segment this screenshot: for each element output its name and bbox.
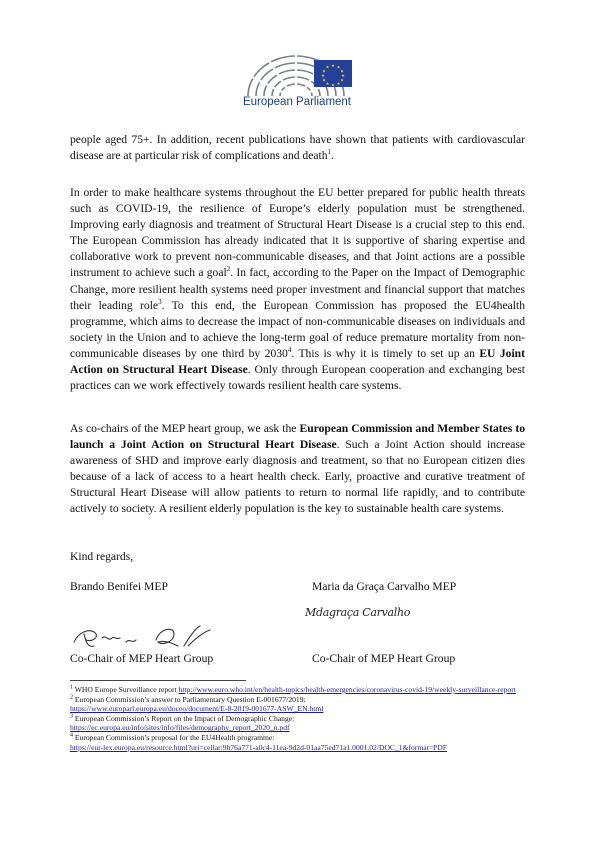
footnote-ref-3: 3 bbox=[158, 297, 162, 306]
footnote-ref-4: 4 bbox=[287, 346, 292, 355]
footnote-2: $^2$ European Commission’s answer to Parliamentary Question E-001677/2019: https://www.europarl.europa.eu/doceo/document/E-8-2019-001677-ASW_EN.html bbox=[70, 694, 324, 714]
signatory-left-role: Co-Chair of MEP Heart Group bbox=[70, 652, 214, 665]
paragraph-2: In order to make healthcare systems throughout the EU better prepared for public health threats such as COVID-19, the resilience of Europe’s elderly population must be strengthened. Improving early diagnosis and treatment of Structural Heart Disease is a crucial step to this end. The European Commission has already indicated that it is supportive of sharing expertise and collaborative work to prevent non-communicable diseases, and that Joint actions are a possible instrument to achieve such a goal$^2$. In fact, according to the Paper on the Impact of Demographic Change, more resilient health systems need proper investment and financial support that matches their leading role$^3$. To this end, the European Commission has proposed the EU4health programme, which aims to decrease the impact of non-communicable diseases on individuals and society in the Union and to achieve the long-term goal of reduce premature mortality from non-communicable diseases by one third by 2030$^4$. This is why it is timely to set up an EU Joint Action on Structural Heart Disease. Only through European cooperation and exchanging best practices can we work effectively towards resilient health care systems. bbox=[70, 186, 525, 393]
paragraph-3: As co-chairs of the MEP heart group, we ask the European Commission and Member States to launch a Joint Action on Structural Heart Disease. Such a Joint Action should increase awareness of SHD and improve early diagnosis and treatment, so that no European citizen dies because of a lack of access to a heart health check. Early, proactive and curative treatment of Structural Heart Disease will allow patients to return to normal life rapidly, and to contribute actively to society. A resilient elderly population is the key to sustainable health care systems. bbox=[70, 422, 525, 516]
logo-text: European Parliament bbox=[242, 96, 352, 108]
svg-text:★: ★ bbox=[336, 64, 341, 70]
signature-right: Mdagraça Carvalho bbox=[305, 606, 411, 619]
svg-text:★: ★ bbox=[321, 73, 325, 78]
svg-text:★: ★ bbox=[322, 77, 326, 83]
joint-action-emphasis: EU Joint Action on Structural Heart Disease bbox=[70, 346, 525, 377]
svg-text:★: ★ bbox=[331, 63, 335, 68]
footnote-ref-1: 1 bbox=[327, 148, 332, 157]
closing: Kind regards, bbox=[70, 550, 134, 563]
paragraph-1: people aged 75+. In addition, recent publications have shown that patients with cardiovascular disease are at particular risk of complications and death$^1$. bbox=[70, 133, 525, 163]
footnote-3-link[interactable]: https://ec.europa.eu/info/sites/info/files/demography_report_2020_n.pdf bbox=[70, 723, 290, 733]
footnote-ref-2: 2 bbox=[226, 265, 231, 274]
footnote-1: $^1$ WHO Europe Surveillance report http://www.euro.who.int/en/health-topics/health-emergencies/coronavirus-covid-19/weekly-surveillance-report bbox=[70, 684, 516, 694]
svg-text:★: ★ bbox=[322, 68, 326, 74]
footnote-2-link[interactable]: https://www.europarl.europa.eu/doceo/document/E-8-2019-001677-ASW_EN.html bbox=[70, 704, 324, 714]
signatory-right-name: Maria da Graça Carvalho MEP bbox=[312, 580, 457, 593]
svg-text:★: ★ bbox=[341, 73, 345, 78]
footnote-1-link[interactable]: http://www.euro.who.int/en/health-topics/health-emergencies/coronavirus-covid-19/weekly-surveillance-report bbox=[178, 685, 516, 694]
svg-text:★: ★ bbox=[331, 82, 335, 88]
svg-text:★: ★ bbox=[325, 64, 330, 70]
footnotes bbox=[70, 685, 535, 752]
signatory-left-name: Brando Benifei MEP bbox=[70, 580, 168, 593]
svg-text:★: ★ bbox=[340, 77, 344, 83]
footnote-3: $^3$ European Commission’s Report on the Impact of Demographic Change: https://ec.europa.eu/info/sites/info/files/demography_report_2020_n.pdf bbox=[70, 713, 295, 733]
svg-text:★: ★ bbox=[325, 81, 330, 86]
signatory-right-role: Co-Chair of MEP Heart Group bbox=[312, 652, 456, 665]
request-emphasis: European Commission and Member States to launch a Joint Action on Structural Heart Disease bbox=[70, 422, 525, 452]
footnote-4: $^4$ European Commission’s proposal for the EU4Health programme: https://eur-lex.europa.eu/resource.html?uri=cellar:9b76a771-a0c4-11ea-9d2d-01aa75ed71a1.0001.02/DOC_1&format=PDF bbox=[70, 732, 447, 752]
signature-left bbox=[70, 620, 240, 654]
svg-text:★: ★ bbox=[336, 81, 341, 86]
footnote-4-link[interactable]: https://eur-lex.europa.eu/resource.html?uri=cellar:9b76a771-a0c4-11ea-9d2d-01aa75ed71a1.0001.02/DOC_1&format=PDF bbox=[70, 742, 447, 752]
svg-text:★: ★ bbox=[340, 68, 344, 74]
footnote-divider bbox=[70, 680, 246, 681]
